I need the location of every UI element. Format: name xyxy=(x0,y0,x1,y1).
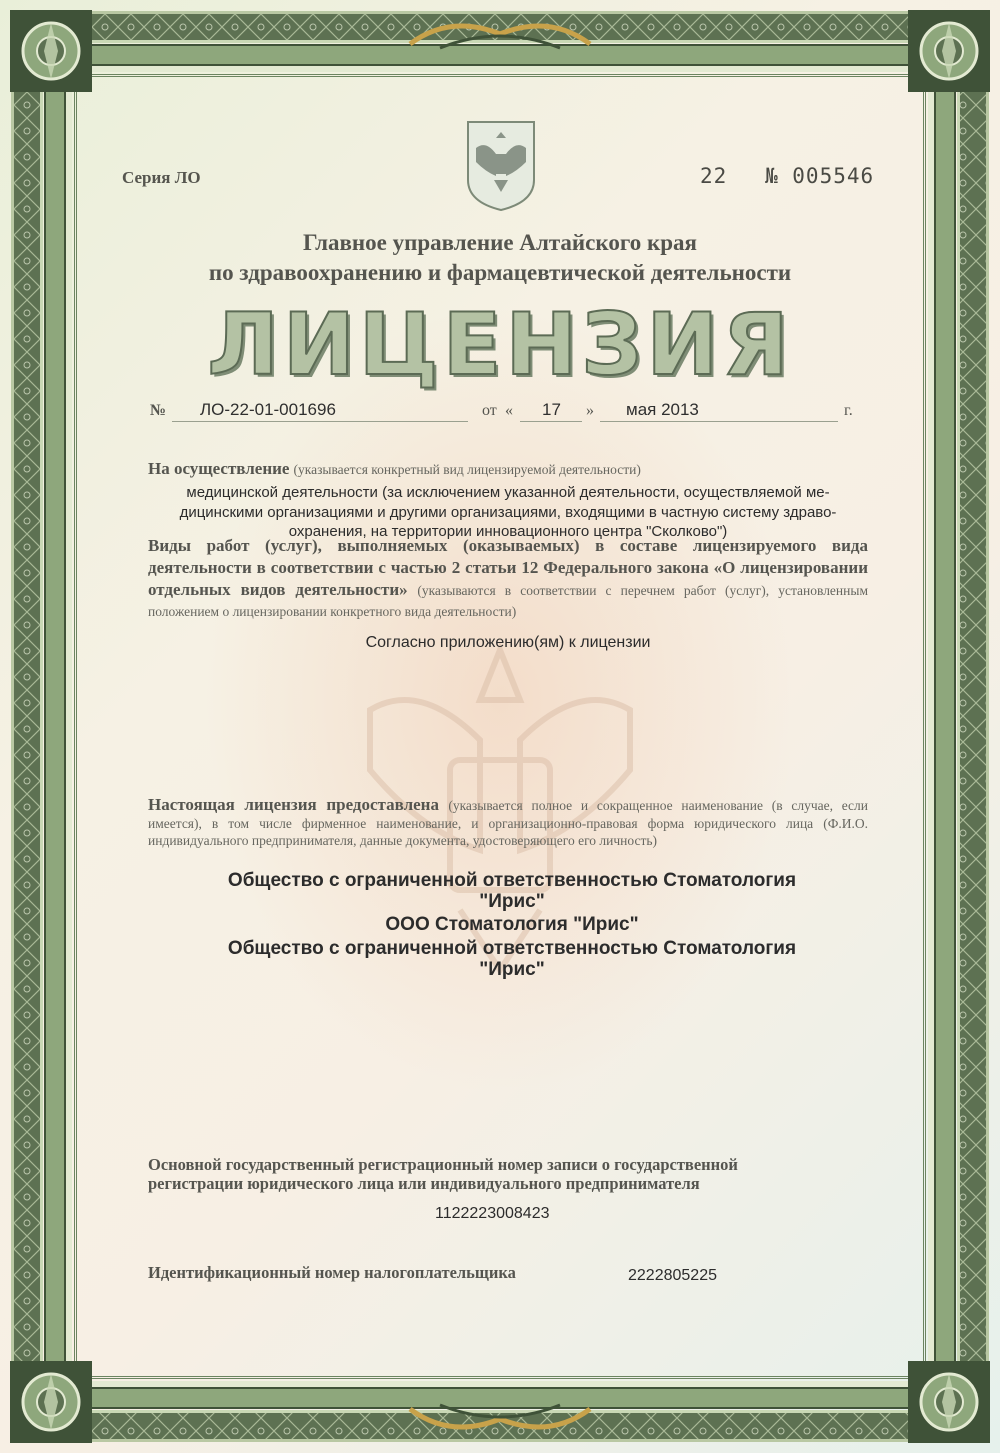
date-open-quote: « xyxy=(505,402,513,419)
series-label: Серия ЛО xyxy=(122,168,201,187)
inn-label: Идентификационный номер налогоплательщика xyxy=(148,1263,516,1282)
date-from-label: от xyxy=(482,402,497,419)
corner-ornament-icon xyxy=(904,6,994,96)
holder-label-note: (указывается полное и сокращенное наименование (в случае, если имеется), в том числе фирменное наименование, и организационно-правовая форма юридического лица (Ф.И.О. индивидуального предпринимателя, данные документа, удостоверяющего его личность) xyxy=(148,798,868,848)
issuing-authority xyxy=(100,228,900,288)
top-ornament-icon xyxy=(400,14,600,54)
works-label xyxy=(148,535,868,622)
license-day: 17 xyxy=(542,400,561,419)
year-suffix: г. xyxy=(844,402,853,419)
activity-value-line-3: охранения, на территории инновационного центра "Сколково") xyxy=(288,523,728,540)
holder-label-lead: Настоящая лицензия предоставлена xyxy=(148,795,439,814)
month-underline xyxy=(600,421,838,422)
corner-ornament-icon xyxy=(6,6,96,96)
bottom-ornament-icon xyxy=(400,1399,600,1439)
works-value: Согласно приложению(ям) к лицензии xyxy=(365,634,651,651)
day-underline xyxy=(520,421,582,422)
number-sign: № xyxy=(150,402,167,419)
inn-value: 2222805225 xyxy=(628,1267,717,1284)
activity-label-note: (указывается конкретный вид лицензируемой деятельности) xyxy=(293,462,641,477)
holder-brand-name-line-1: Общество с ограниченной ответственностью Стоматология xyxy=(227,938,797,959)
activity-value-line-1: медицинской деятельности (за исключением указанной деятельности, осуществляемой ме- xyxy=(186,484,830,501)
ogrn-label xyxy=(148,1155,868,1193)
activity-label xyxy=(148,459,868,480)
license-number: ЛО-22-01-001696 xyxy=(200,400,336,419)
authority-line-1: Главное управление Алтайского края xyxy=(303,230,697,255)
ogrn-value: 1122223008423 xyxy=(435,1205,550,1222)
license-month-year: мая 2013 xyxy=(626,400,699,419)
corner-ornament-icon xyxy=(904,1357,994,1447)
form-serial-number: № 005546 xyxy=(765,164,875,188)
corner-ornament-icon xyxy=(6,1357,96,1447)
activity-label-lead: На осуществление xyxy=(148,459,290,478)
date-close-quote: » xyxy=(586,402,594,419)
ogrn-label-line-1: Основной государственный регистрационный номер записи о государственной xyxy=(148,1155,738,1174)
series-region-code: 22 xyxy=(700,164,728,188)
document-title: ЛИЦЕНЗИЯ xyxy=(207,295,793,395)
coat-of-arms-icon xyxy=(462,118,540,214)
holder-full-name-line-1: Общество с ограниченной ответственностью Стоматология xyxy=(227,870,797,891)
holder-brand-name-line-2: "Ирис" xyxy=(479,959,545,980)
ogrn-label-line-2: регистрации юридического лица или индивидуального предпринимателя xyxy=(148,1174,700,1193)
holder-full-name-line-2: "Ирис" xyxy=(479,891,545,912)
number-underline xyxy=(172,421,468,422)
holder-short-name: ООО Стоматология "Ирис" xyxy=(385,914,639,935)
holder-label xyxy=(148,796,868,850)
activity-value-line-2: дицинскими организациями и другими организациями, входящими в частную систему здраво- xyxy=(179,503,837,521)
works-label-lead: Виды работ (услуг), выполняемых (оказываемых) в составе лицензируемого вида деятельности в соответствии с частью 2 статьи 12 Федерального закона «О лицензировании отдельных видов деятельности» xyxy=(148,536,868,599)
authority-line-2: по здравоохранению и фармацевтической деятельности xyxy=(208,260,792,285)
activity-value xyxy=(148,483,868,542)
works-label-note: (указываются в соответствии с перечнем работ (услуг), установленным положением о лицензировании конкретного вида деятельности) xyxy=(148,583,868,619)
